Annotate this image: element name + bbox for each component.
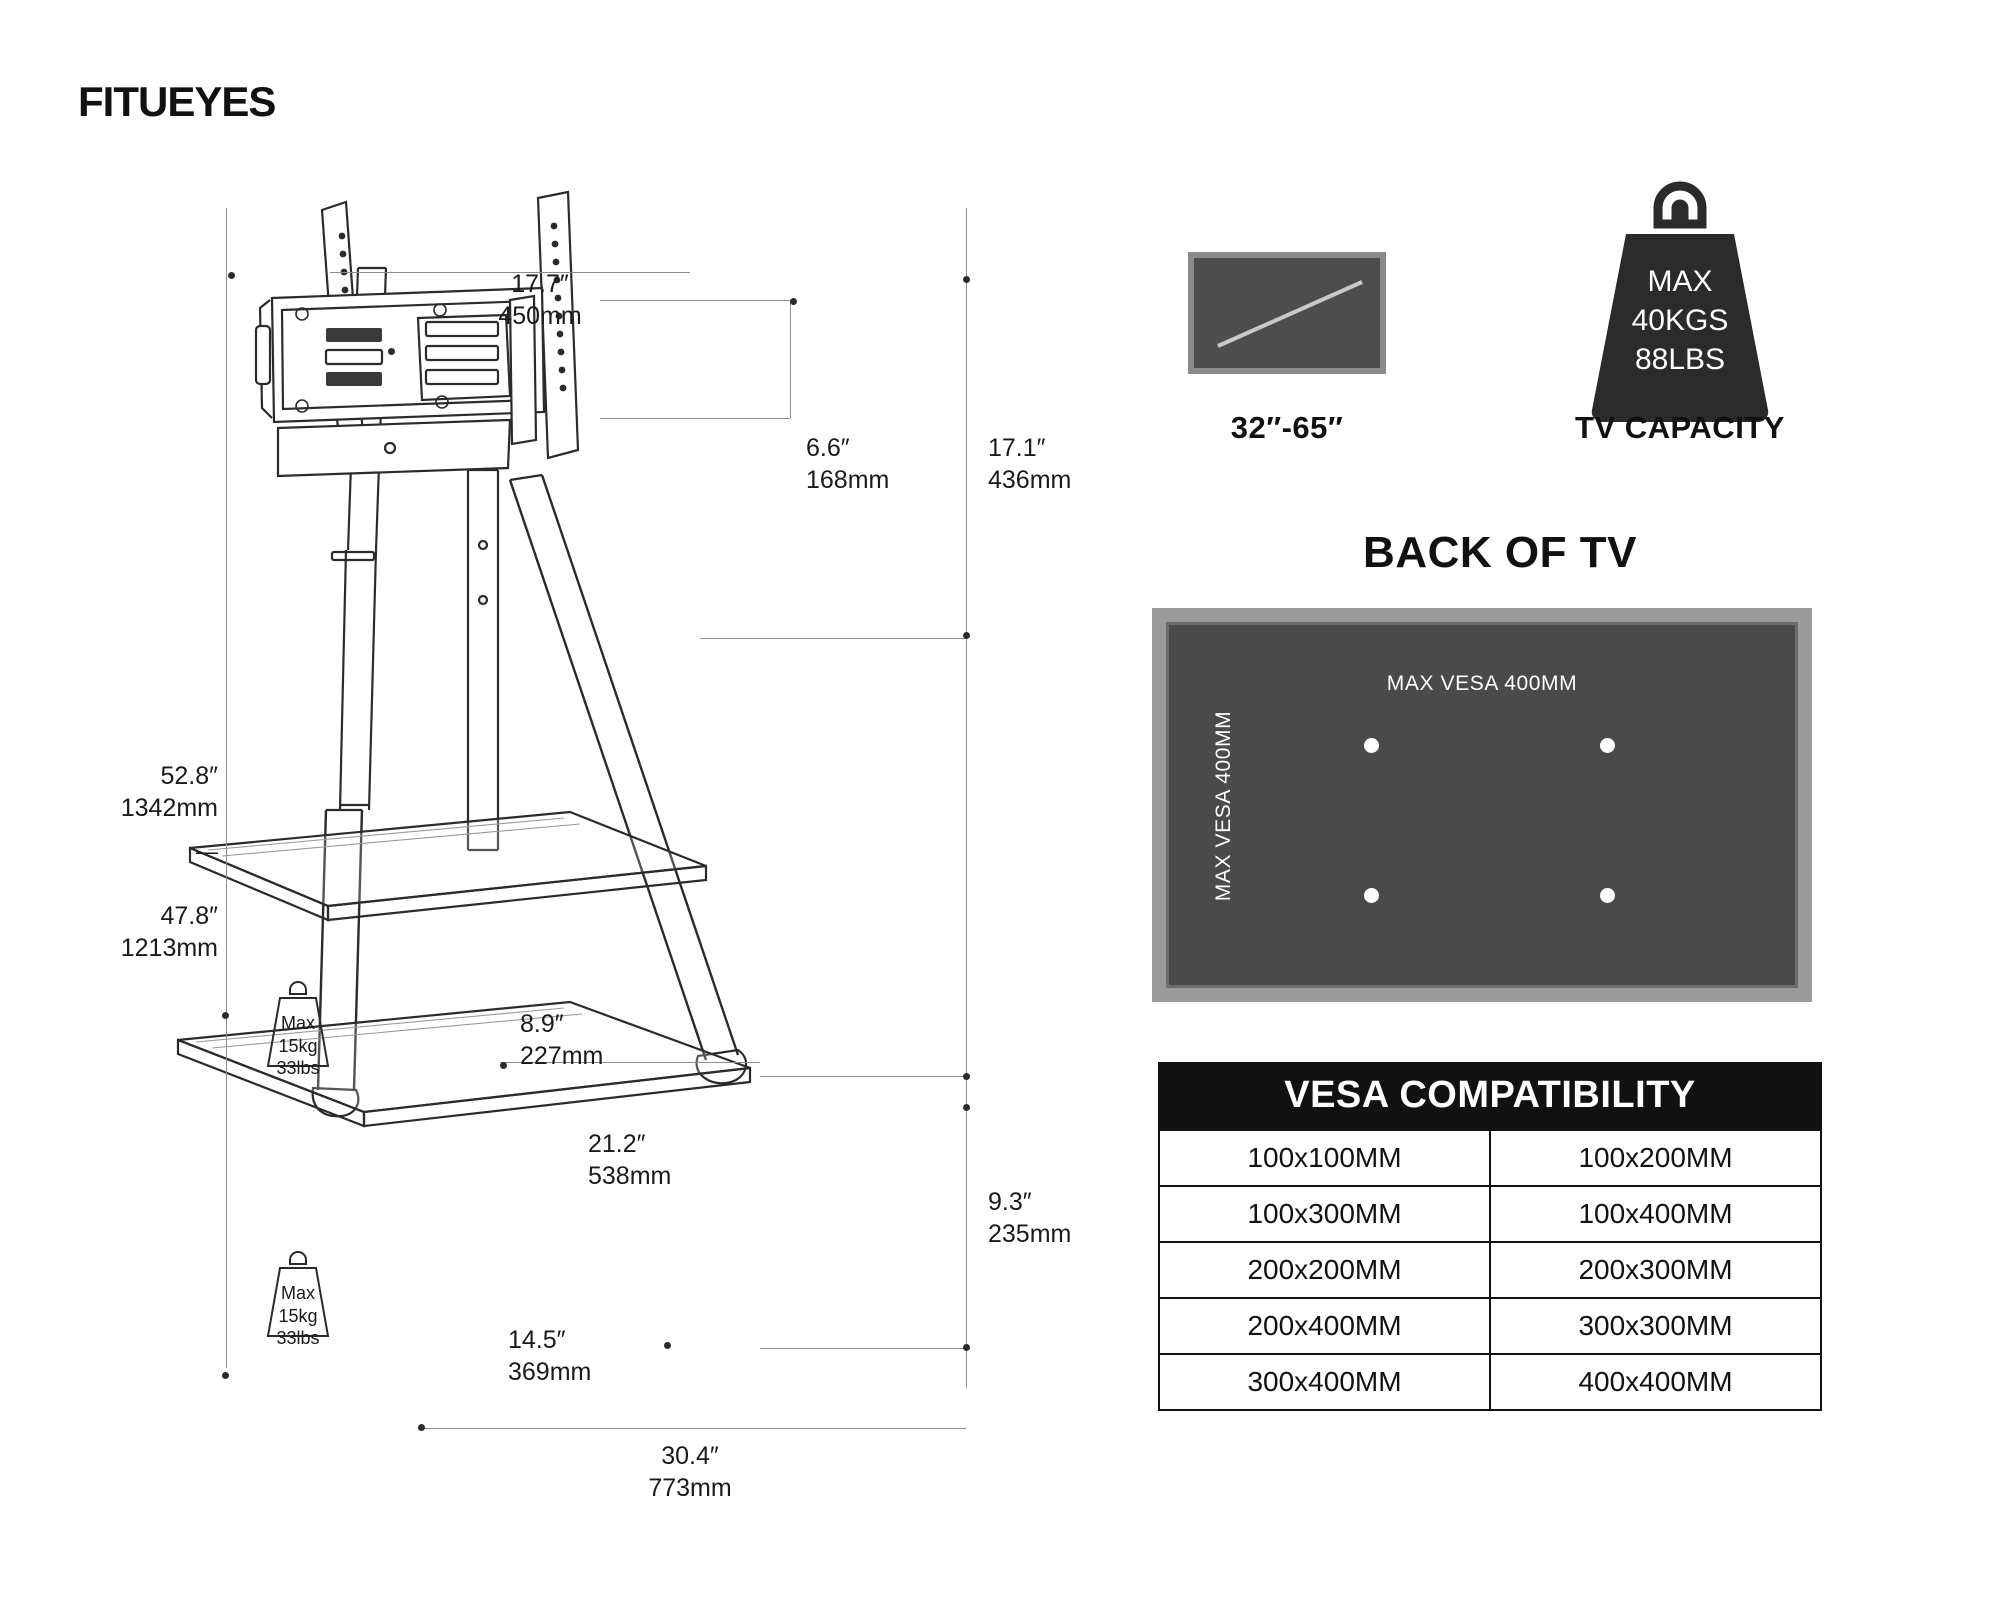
tv-capacity-label: TV CAPACITY bbox=[1575, 410, 1785, 445]
table-row bbox=[1159, 1130, 1821, 1186]
dimension-overall-upper bbox=[988, 432, 1071, 496]
dimension-height-max-mm: 1342mm bbox=[120, 794, 218, 822]
vesa-cell: 300x400MM bbox=[1159, 1354, 1490, 1410]
vesa-cell: 100x200MM bbox=[1490, 1130, 1821, 1186]
dim-dot-4 bbox=[963, 276, 970, 283]
table-row bbox=[1159, 1186, 1821, 1242]
table-row bbox=[1159, 1298, 1821, 1354]
dimension-overall-upper-inch: 17.1″ bbox=[988, 434, 1046, 462]
brand-logo bbox=[78, 78, 275, 126]
guide-line-right-vertical bbox=[966, 208, 967, 1388]
shelf-load-lower-line3: 33lbs bbox=[276, 1328, 320, 1348]
dimension-base-depth-inch: 14.5″ bbox=[508, 1326, 566, 1354]
vesa-cell: 100x400MM bbox=[1490, 1186, 1821, 1242]
capacity-line2: 40KGS bbox=[1631, 304, 1729, 337]
shelf-load-upper-line1: Max bbox=[280, 1013, 315, 1033]
tv-size-label: 32″-65″ bbox=[1230, 410, 1344, 445]
dimension-base-gap-inch: 9.3″ bbox=[988, 1188, 1032, 1216]
vesa-cell: 300x300MM bbox=[1490, 1298, 1821, 1354]
dimension-shelf-width-mm: 538mm bbox=[588, 1162, 672, 1190]
dimension-height-min-inch: 47.8″ bbox=[160, 902, 218, 930]
dimension-base-depth-mm: 369mm bbox=[508, 1358, 592, 1386]
brand-logo-part1: FITU bbox=[78, 78, 168, 125]
vesa-compatibility-table bbox=[1158, 1062, 1822, 1411]
dim-dot-10 bbox=[222, 1372, 229, 1379]
dimension-base-width bbox=[570, 1440, 810, 1504]
capacity-line3: 88LBS bbox=[1634, 343, 1726, 376]
dimension-base-depth bbox=[508, 1324, 591, 1388]
product-line-drawing bbox=[150, 150, 1130, 1250]
dimension-shelf-depth-mm: 227mm bbox=[520, 1042, 604, 1070]
shelf-load-badge-upper bbox=[252, 978, 344, 1078]
vesa-table-header-row bbox=[1159, 1063, 1821, 1130]
dimension-width-top-mm: 450mm bbox=[498, 302, 582, 330]
tv-back-panel bbox=[1152, 608, 1812, 1002]
dimension-shelf-width-inch: 21.2″ bbox=[588, 1130, 646, 1158]
vesa-cell: 100x300MM bbox=[1159, 1186, 1490, 1242]
dimension-base-width-mm: 773mm bbox=[648, 1474, 732, 1502]
vesa-table-title: VESA COMPATIBILITY bbox=[1159, 1063, 1821, 1130]
guide-line-235-bottom bbox=[760, 1348, 966, 1349]
dim-dot-5 bbox=[963, 632, 970, 639]
guide-line-168-bottom bbox=[600, 418, 790, 419]
vesa-cell: 200x300MM bbox=[1490, 1242, 1821, 1298]
dimension-bracket-height bbox=[806, 432, 889, 496]
tv-capacity-text bbox=[1530, 262, 1830, 379]
guide-line-base-bottom bbox=[420, 1428, 966, 1429]
table-row bbox=[1159, 1242, 1821, 1298]
dimension-height-separator: — bbox=[196, 839, 218, 864]
guide-line-left-vertical bbox=[226, 208, 227, 1368]
vesa-cell: 100x100MM bbox=[1159, 1130, 1490, 1186]
vesa-cell: 200x200MM bbox=[1159, 1242, 1490, 1298]
dimension-shelf-depth-inch: 8.9″ bbox=[520, 1010, 564, 1038]
dimension-base-gap-mm: 235mm bbox=[988, 1220, 1072, 1248]
dimension-base-width-inch: 30.4″ bbox=[661, 1442, 719, 1470]
dimension-height-max-inch: 52.8″ bbox=[160, 762, 218, 790]
dimension-overall-upper-mm: 436mm bbox=[988, 466, 1072, 494]
dim-dot-12 bbox=[664, 1342, 671, 1349]
guide-line-235-top bbox=[760, 1076, 966, 1077]
shelf-load-badge-lower bbox=[252, 1248, 344, 1348]
guide-line-168-vertical bbox=[790, 300, 791, 418]
dim-dot-2 bbox=[388, 348, 395, 355]
shelf-load-upper-line2: 15kg bbox=[278, 1035, 318, 1056]
brand-logo-part2: EYES bbox=[167, 78, 276, 125]
table-row bbox=[1159, 1354, 1821, 1410]
dim-dot-1 bbox=[228, 272, 235, 279]
capacity-line1: MAX bbox=[1647, 265, 1713, 298]
guide-line-436-bottom bbox=[700, 638, 966, 639]
dimension-height-min-mm: 1213mm bbox=[120, 934, 218, 962]
dimension-width-top-inch: 17.7″ bbox=[511, 270, 569, 298]
vesa-hole-bottom-left bbox=[1364, 888, 1379, 903]
dimension-bracket-height-mm: 168mm bbox=[806, 466, 890, 494]
dim-dot-8 bbox=[963, 1073, 970, 1080]
vesa-hole-top-right bbox=[1600, 738, 1615, 753]
dim-dot-13 bbox=[963, 1104, 970, 1111]
vesa-side-label: MAX VESA 400MM bbox=[1212, 710, 1235, 902]
dimension-width-top bbox=[440, 268, 640, 332]
dim-dot-7 bbox=[500, 1062, 507, 1069]
shelf-load-lower-line1: Max bbox=[280, 1283, 315, 1303]
tv-screen-icon bbox=[1188, 252, 1386, 374]
dim-dot-11 bbox=[418, 1424, 425, 1431]
shelf-load-badge-lower-text bbox=[252, 1282, 344, 1350]
dim-dot-6 bbox=[222, 1012, 229, 1019]
dim-dot-3 bbox=[790, 298, 797, 305]
shelf-load-upper-line3: 33lbs bbox=[276, 1058, 320, 1078]
dimension-shelf-depth bbox=[520, 1008, 603, 1072]
vesa-top-label: MAX VESA 400MM bbox=[1386, 672, 1578, 695]
dimension-bracket-height-inch: 6.6″ bbox=[806, 434, 850, 462]
dimension-shelf-width bbox=[588, 1128, 671, 1192]
vesa-cell: 400x400MM bbox=[1490, 1354, 1821, 1410]
dimension-height-min bbox=[50, 900, 218, 964]
dimension-height-max bbox=[50, 760, 218, 824]
back-of-tv-title: BACK OF TV bbox=[1363, 528, 1637, 577]
shelf-load-lower-line2: 15kg bbox=[278, 1305, 318, 1326]
vesa-hole-bottom-right bbox=[1600, 888, 1615, 903]
vesa-hole-top-left bbox=[1364, 738, 1379, 753]
dimension-base-gap bbox=[988, 1186, 1071, 1250]
dim-dot-9 bbox=[963, 1344, 970, 1351]
vesa-cell: 200x400MM bbox=[1159, 1298, 1490, 1354]
shelf-load-badge-upper-text bbox=[252, 1012, 344, 1080]
